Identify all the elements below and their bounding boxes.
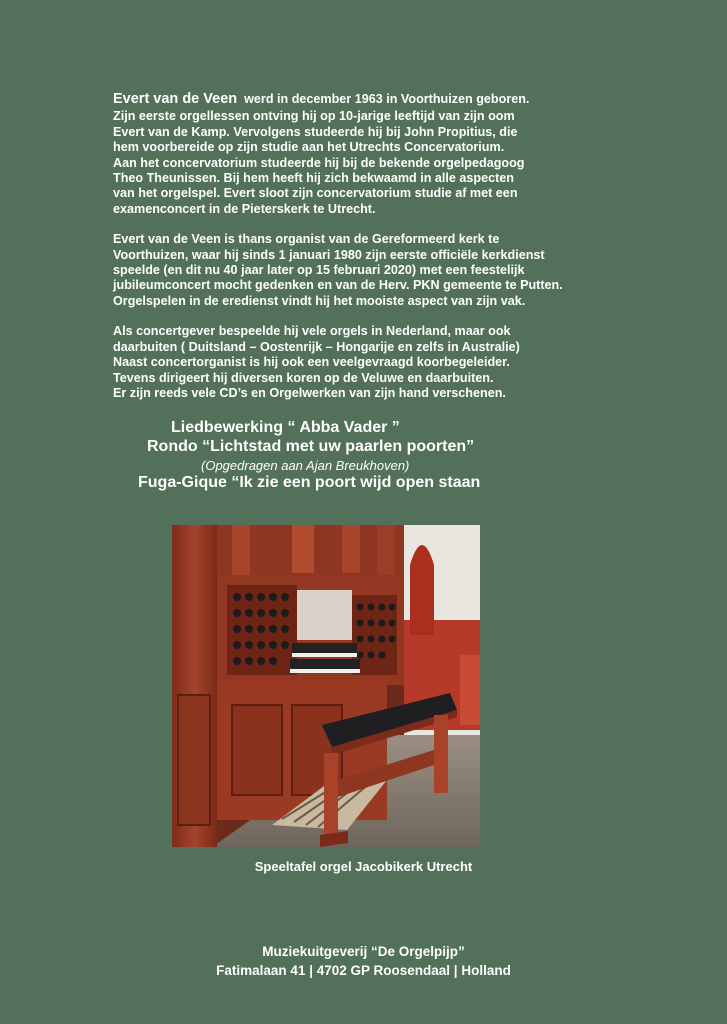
bio-first-line-text: werd in december 1963 in Voorthuizen geboren. [244, 92, 530, 106]
publisher-name: Muziekuitgeverij “De Orgelpijp” [262, 944, 465, 959]
photo-caption: Speeltafel orgel Jacobikerk Utrecht [254, 859, 473, 874]
publisher-footer [0, 942, 727, 980]
bio-line: speelde (en dit nu 40 jaar later op 15 februari 2020) met een feestelijk [113, 263, 525, 278]
work-dedication: (Opgedragen aan Ajan Breukhoven) [201, 458, 410, 473]
organ-console-image [172, 525, 480, 847]
bio-line: Als concertgever bespeelde hij vele orgels in Nederland, maar ook [113, 324, 511, 339]
bio-line: Evert van de Veen is thans organist van de Gereformeerd kerk te [113, 232, 500, 247]
organ-console-photo [172, 525, 480, 847]
bio-line: Zijn eerste orgellessen ontving hij op 10-jarige leeftijd van zijn oom [113, 109, 515, 124]
bio-line: jubileumconcert mocht gedenken en van de Herv. PKN gemeente te Putten. [113, 278, 563, 293]
biography [113, 92, 613, 416]
publisher-address: Fatimalaan 41 | 4702 GP Roosendaal | Holland [216, 963, 511, 978]
bio-line: Aan het concervatorium studeerde hij bij de bekende orgelpedagoog [113, 155, 525, 170]
bio-line: van het orgelspel. Evert sloot zijn concervatorium studie af met een [113, 186, 518, 201]
work-title-2: Rondo “Lichtstad met uw paarlen poorten” [147, 438, 475, 455]
composer-name: Evert van de Veen [113, 91, 238, 107]
bio-line: Evert van de Kamp. Vervolgens studeerde hij bij John Propitius, die [113, 124, 518, 139]
bio-line: Voorthuizen, waar hij sinds 1 januari 1980 zijn eerste officiële kerkdienst [113, 247, 545, 262]
bio-paragraph-1 [113, 109, 613, 217]
bio-line: Tevens dirigeert hij diversen koren op de Veluwe en daarbuiten. [113, 370, 494, 385]
bio-line: daarbuiten ( Duitsland – Oostenrijk – Hongarije en zelfs in Australie) [113, 339, 520, 354]
bio-line: Theo Theunissen. Bij hem heeft hij zich bekwaamd in alle aspecten [113, 171, 515, 186]
bio-first-line [113, 92, 613, 107]
work-title-3: Fuga-Gique “Ik zie een poort wijd open staan [138, 474, 481, 491]
bio-line: examenconcert in de Pieterskerk te Utrecht. [113, 201, 376, 216]
bio-paragraph-3 [113, 324, 613, 401]
work-title-1: Liedbewerking “ Abba Vader ” [171, 419, 400, 436]
bio-line: Er zijn reeds vele CD’s en Orgelwerken van zijn hand verschenen. [113, 385, 506, 400]
bio-line: Orgelspelen in de eredienst vindt hij het mooiste aspect van zijn vak. [113, 293, 526, 308]
bio-paragraph-2 [113, 232, 613, 309]
bio-line: hem voorbereide op zijn studie aan het Utrechts Concervatorium. [113, 140, 505, 155]
bio-line: Naast concertorganist is hij ook een veelgevraagd koorbegeleider. [113, 355, 510, 370]
